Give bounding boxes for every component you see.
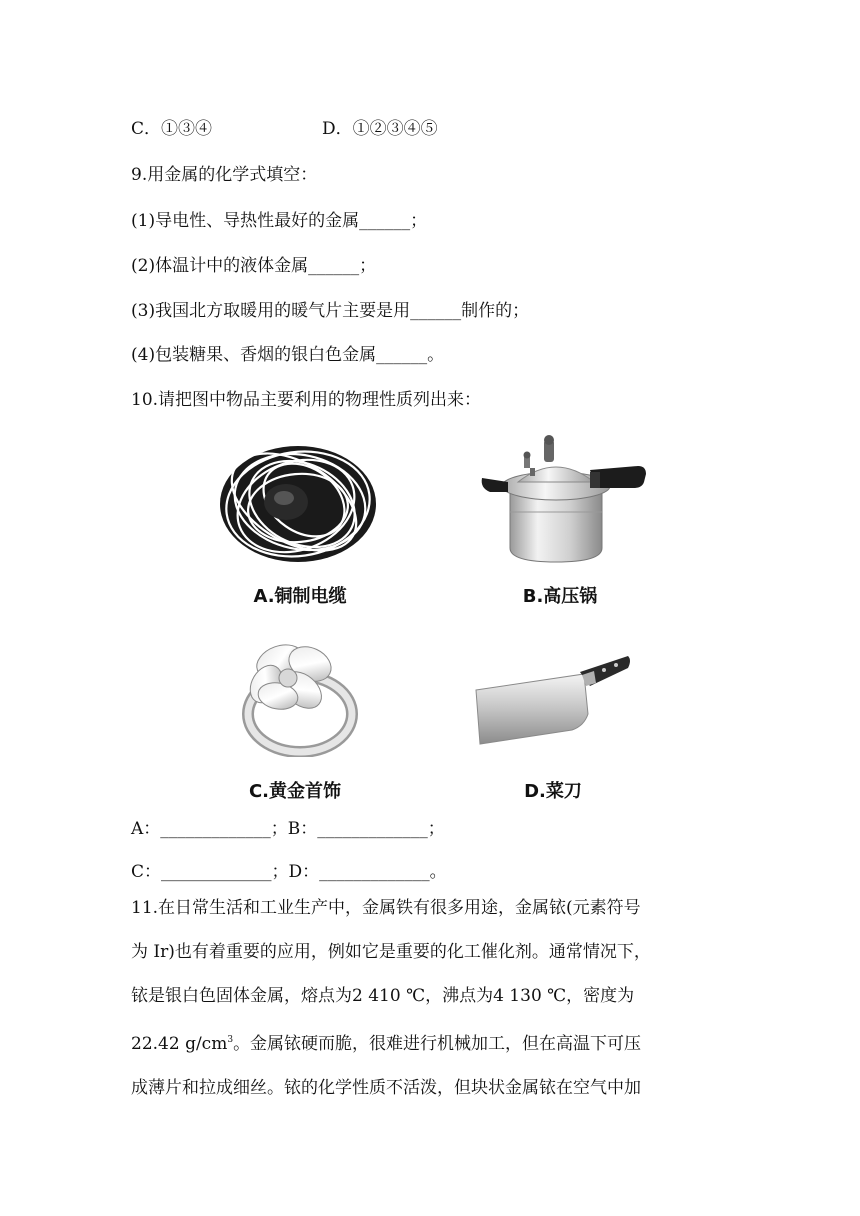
figure-c-caption: C.黄金首饰 xyxy=(248,781,342,802)
question-11-line-3: 铱是银白色固体金属，熔点为2 410 ℃，沸点为4 130 ℃，密度为 xyxy=(131,986,635,1006)
pressure-cooker-image xyxy=(478,430,648,570)
question-10-answer-line-2: C：_____________；D：_____________。 xyxy=(131,862,447,882)
density-value: 22.42 g/cm xyxy=(131,1034,228,1054)
question-9-item-3: (3)我国北方取暖用的暖气片主要是用______制作的； xyxy=(131,301,530,321)
figure-d-caption: D.菜刀 xyxy=(524,781,582,802)
question-9-item-1: (1)导电性、导热性最好的金属______； xyxy=(131,211,428,231)
question-11-line-5: 成薄片和拉成细丝。铱的化学性质不活泼，但块状金属铱在空气中加 xyxy=(131,1078,641,1098)
question-11-line-4-rest: 。金属铱硬而脆，很难进行机械加工，但在高温下可压 xyxy=(233,1034,642,1054)
gold-ring-image xyxy=(232,632,362,757)
question-9-item-2: (2)体温计中的液体金属______； xyxy=(131,256,377,276)
copper-cable-image xyxy=(216,432,384,567)
question-10-answer-line-1: A：_____________；B：_____________； xyxy=(131,819,445,839)
question-9-item-4: (4)包装糖果、香烟的银白色金属______。 xyxy=(131,345,445,365)
question-11-paragraph xyxy=(131,886,736,1110)
question-9-stem: 9.用金属的化学式填空： xyxy=(131,165,318,185)
density-superscript: 3 xyxy=(227,1035,234,1045)
question-11-line-2: 为 Ir)也有着重要的应用，例如它是重要的化工催化剂。通常情况下， xyxy=(131,942,651,962)
figure-a-caption: A.铜制电缆 xyxy=(253,586,347,607)
question-11-line-4 xyxy=(131,1018,736,1066)
option-d: D．①②③④⑤ xyxy=(322,119,438,139)
question-10-stem: 10.请把图中物品主要利用的物理性质列出来： xyxy=(131,390,482,410)
question-11-line-1: 11.在日常生活和工业生产中，金属铁有很多用途，金属铱(元素符号 xyxy=(131,898,641,918)
option-c: C．①③④ xyxy=(131,119,213,139)
kitchen-knife-image xyxy=(472,650,632,746)
figure-b-caption: B.高压锅 xyxy=(522,586,598,607)
